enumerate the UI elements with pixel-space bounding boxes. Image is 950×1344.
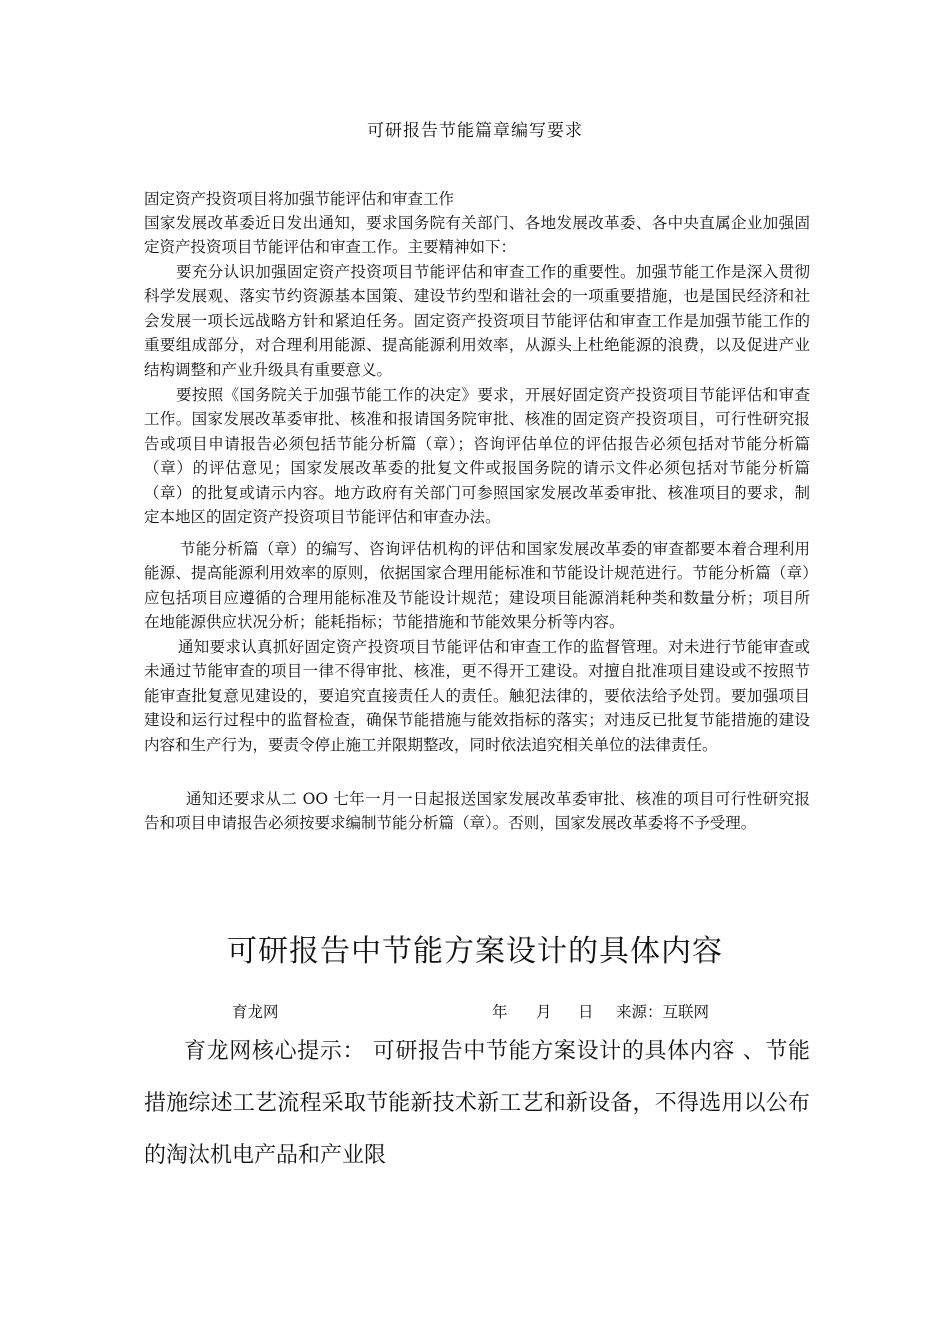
- meta-source: 来源：互联网: [616, 1003, 710, 1021]
- article-summary: 育龙网核心提示： 可研报告中节能方案设计的具体内容 、节能措施综述工艺流程采取节能新技术新工艺和新设备，不得选用以公布的淘汰机电产品和产业限: [144, 1039, 810, 1168]
- document-title: 可研报告节能篇章编写要求: [367, 121, 583, 141]
- paragraph-supervision: 通知要求认真抓好固定资产投资项目节能评估和审查工作的监督管理。对未进行节能审查或未通过节能审查的项目一律不得审批、核准，更不得开工建设。对擅自批准项目建设或不按照节能审查批复意见建设的，要追究直接责任人的责任。触犯法律的，要依法给予处罚。要加强项目建设和运行过程中的监督检查，确保节能措施与能效指标的落实；对违反已批复节能措施的建设内容和生产行为，要责令停止施工并限期整改，同时依法追究相关单位的法律责任。: [144, 638, 810, 754]
- article-meta: [0, 1000, 950, 1026]
- paragraph-importance: 要充分认识加强固定资产投资项目节能评估和审查工作的重要性。加强节能工作是深入贯彻科学发展观、落实节约资源基本国策、建设节约型和谐社会的一项重要措施，也是国民经济和社会发展一项长远战略方针和紧迫任务。固定资产投资项目节能评估和审查工作是加强节能工作的重要组成部分，对合理利用能源、提高能源利用效率，从源头上杜绝能源的浪费，以及促进产业结构调整和产业升级具有重要意义。: [144, 263, 810, 379]
- article-title: 可研报告中节能方案设计的具体内容: [227, 934, 723, 969]
- meta-day: 日: [578, 1003, 594, 1021]
- meta-month: 月: [536, 1003, 552, 1021]
- meta-year: 年: [492, 1003, 508, 1021]
- document-subtitle: 固定资产投资项目将加强节能评估和审查工作: [144, 190, 455, 208]
- lead-paragraph: 国家发展改革委近日发出通知，要求国务院有关部门、各地发展改革委、各中央直属企业加强固定资产投资项目节能评估和审查工作。主要精神如下：: [144, 214, 810, 257]
- meta-site: 育龙网: [232, 1003, 279, 1021]
- paragraph-analysis-chapter: 节能分析篇（章）的编写、咨询评估机构的评估和国家发展改革委的审查都要本着合理利用能源、提高能源利用效率的原则，依据国家合理用能标准和节能设计规范进行。节能分析篇（章）应包括项目应遵循的合理用能标准及节能设计规范；建设项目能源消耗种类和数量分析；项目所在地能源供应状况分析；能耗指标；节能措施和节能效果分析等内容。: [144, 540, 810, 632]
- paragraph-requirements: 要按照《国务院关于加强节能工作的决定》要求，开展好固定资产投资项目节能评估和审查工作。国家发展改革委审批、核准和报请国务院审批、核准的固定资产投资项目，可行性研究报告或项目申请报告必须包括节能分析篇（章）；咨询评估单位的评估报告必须包括对节能分析篇（章）的评估意见；国家发展改革委的批复文件或报国务院的请示文件必须包括对节能分析篇（章）的批复或请示内容。地方政府有关部门可参照国家发展改革委审批、核准项目的要求，制定本地区的固定资产投资项目节能评估和审查办法。: [144, 386, 810, 527]
- paragraph-effective-date: 通知还要求从二 OO 七年一月一日起报送国家发展改革委审批、核准的项目可行性研究报告和项目申请报告必须按要求编制节能分析篇（章）。否则，国家发展改革委将不予受理。: [144, 790, 810, 833]
